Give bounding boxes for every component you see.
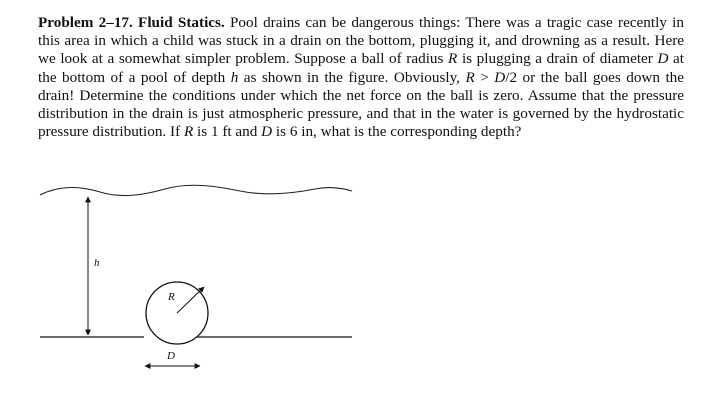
- problem-text-part: is 6 in, what is the corresponding depth?: [272, 123, 522, 141]
- problem-text-part: as shown in the figure. Obviously,: [238, 68, 466, 86]
- variable-D: D: [494, 68, 506, 86]
- problem-text-part: /2 or the ball goes down the drain! Determine the conditions under which the net force on the ball is zero. Assume that the pressure distribution in the drain is just atmospheric pressure, and that in the water is governed by the hydrostatic pressure distribution. If: [38, 68, 684, 141]
- variable-D: D: [657, 50, 669, 68]
- variable-D: D: [261, 123, 273, 141]
- radius-label: R: [168, 291, 175, 303]
- problem-text-part: is plugging a drain of diameter: [457, 50, 658, 68]
- variable-R: R: [448, 50, 458, 68]
- problem-heading: Problem 2–17. Fluid Statics.: [38, 14, 225, 31]
- radius-arrow: [177, 287, 204, 313]
- variable-R: R: [183, 123, 194, 141]
- depth-label: h: [94, 257, 100, 269]
- problem-text-part: Pool drains can be dangerous things: There was a tragic case recently in this area in which a child was stuck in a drain on the bottom, plugging it, and drowning as a result. Here we look at a somewhat simpler problem. Suppose a ball of radius: [38, 14, 684, 68]
- variable-h: h: [230, 68, 239, 86]
- problem-text-part: at the bottom of a pool of depth: [38, 50, 685, 86]
- variable-R: R: [465, 68, 475, 86]
- drain-label: D: [167, 350, 175, 362]
- water-surface-line: [40, 185, 352, 195]
- problem-text-part: is 1 ft and: [193, 123, 262, 141]
- problem-text-part: >: [474, 68, 495, 86]
